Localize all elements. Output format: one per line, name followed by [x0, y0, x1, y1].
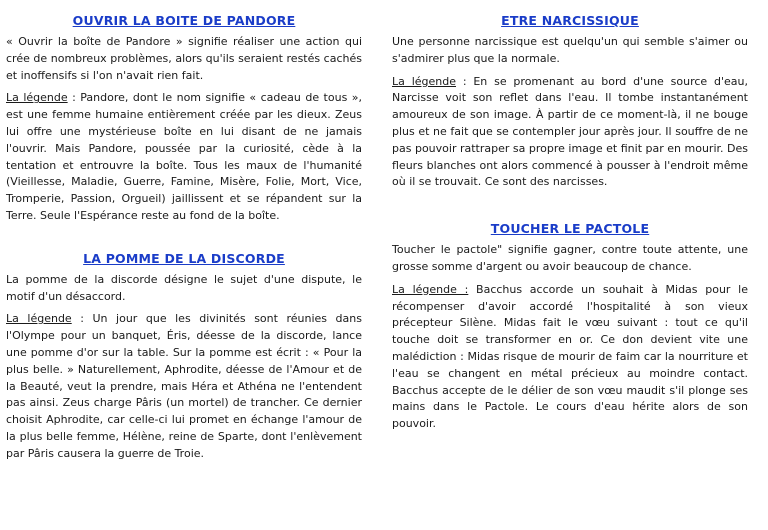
left-column — [6, 0, 362, 463]
section-title-pactole: TOUCHER LE PACTOLE — [490, 221, 650, 237]
section-title-narcisse: ETRE NARCISSIQUE — [501, 13, 639, 28]
legend-text: Bacchus accorde un souhait à Midas pour le récompenser d'avoir accordé l'hospitalité à son vieux précepteur Silène. Midas fait le vœu suivant : tout ce qu'il touche doit se transformer en or. Ce don devient vite une malédiction : Midas risque de mourir de faim car la nourriture et l'eau se changent en métal précieux au moindre contact. Bacchus accepte de le délier de son vœu maudit s'il plonge ses mains dans le Pactole. Le cours d'eau hérite alors de son pouvoir. — [392, 282, 748, 431]
definition-pactole: Toucher le pactole" signifie gagner, contre toute attente, une grosse somme d'argent ou avoir beaucoup de chance. — [392, 243, 748, 273]
legend-pactole — [392, 282, 748, 433]
legend-narcisse — [392, 74, 748, 192]
definition-pandore: « Ouvrir la boîte de Pandore » signifie réaliser une action qui crée de nombreux problèmes, alors qu'ils seraient restés cachés et inoffensifs si l'on n'avait rien fait. — [6, 35, 362, 82]
legend-text: : Pandore, dont le nom signifie « cadeau de tous », est une femme humaine entièrement créée par les dieux. Zeus lui offre une mystérieuse boîte en lui disant de ne jamais l'ouvrir. Mais Pandore, poussée par la curiosité, cède à la tentation et entrouvre la boîte. Tous les maux de l'humanité (Vieillesse, Maladie, Guerre, Famine, Misère, Folie, Mort, Vice, Tromperie, Passion, Orgueil) jaillissent et se répandent sur la Terre. Seule l'Espérance reste au fond de la boîte. — [6, 91, 362, 222]
legend-label: La légende — [392, 74, 456, 88]
definition-narcisse: Une personne narcissique est quelqu'un qui semble s'aimer ou s'admirer plus que la normale. — [392, 35, 748, 65]
right-column — [392, 0, 748, 433]
section-title-pomme: LA POMME DE LA DISCORDE — [83, 250, 285, 266]
legend-label: La légende — [6, 91, 68, 105]
legend-pomme — [6, 311, 362, 462]
legend-text: : Un jour que les divinités sont réunies dans l'Olympe pour un banquet, Éris, déesse de la discorde, lance une pomme d'or sur la table. Sur la pomme est écrit : « Pour la plus belle. » Naturellement, Aphrodite, déesse de l'Amour et de la Beauté, veut la prendre, mais Héra et Athéna ne l'entendent pas ainsi. Zeus charge Pâris (un mortel) de trancher. Ce dernier choisit Aphrodite, car celle-ci lui promet en échange l'amour de la plus belle femme, Hélène, reine de Sparte, dont l'enlèvement par Pâris causera la guerre de Troie. — [6, 312, 362, 460]
legend-pandore — [6, 90, 362, 224]
legend-text: : En se promenant au bord d'une source d'eau, Narcisse voit son reflet dans l'eau. Il tombe instantanément amoureux de son image. À partir de ce moment-là, il ne bouge plus et ne fait que se contempler jour après jour. Il souffre de ne pas pouvoir rattraper sa propre image et finit par en mourir. Des fleurs blanches ont alors commencé à pousser à l'endroit même où il se trouvait. Ce sont des narcisses. — [392, 74, 748, 189]
legend-label: La légende — [6, 312, 72, 326]
section-title-pandore: OUVRIR LA BOITE DE PANDORE — [72, 13, 296, 28]
definition-pomme: La pomme de la discorde désigne le sujet d'une dispute, le motif d'un désaccord. — [6, 272, 362, 303]
legend-label: La légende : — [392, 282, 469, 296]
